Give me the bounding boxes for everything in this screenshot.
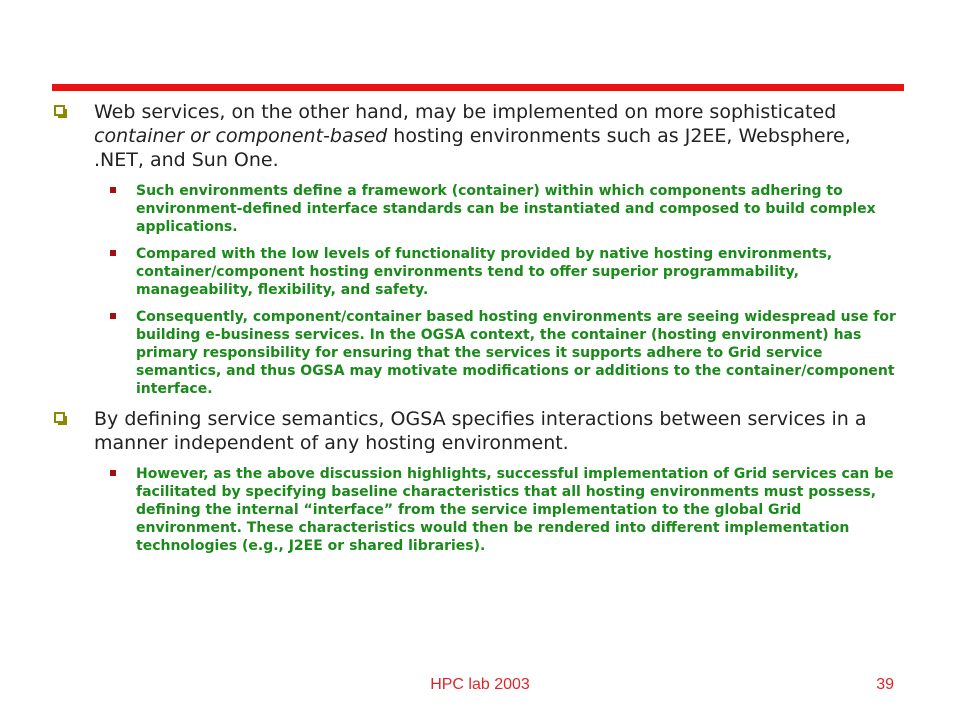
bullet-text-a: Web services, on the other hand, may be implemented on more sophisticated [94,101,837,123]
checkbox-bullet-icon [54,105,65,116]
bullet-text: By defining service semantics, OGSA specifies interactions between services in a manner independent of any hosting environment. [94,408,867,454]
bullet-web-services [52,100,904,172]
sub-bullet-text: However, as the above discussion highlights, successful implementation of Grid services can be facilitated by specifying baseline characteristics that all hosting environments must possess, defining the internal “interface” from the service implementation to the global Grid environment. These characteristics would then be rendered into different implementation technologies (e.g., J2EE or shared libraries). [136,466,894,554]
square-bullet-icon [110,250,116,256]
slide-body [52,100,904,564]
checkbox-bullet-icon [54,412,65,423]
sub-bullet-text: Such environments define a framework (container) within which components adhering to environment-defined interface standards can be instantiated and composed to build complex applications. [136,183,876,235]
sub-bullet-functionality [52,245,904,299]
sub-bullet-however [52,465,904,555]
sub-bullet-consequently [52,308,904,398]
square-bullet-icon [110,470,116,476]
sub-bullet-text: Compared with the low levels of functionality provided by native hosting environments, container/component hosting environments tend to offer superior programmability, manageability, flexibility, and safety. [136,246,833,298]
sub-bullet-frameworks [52,182,904,236]
page-number: 39 [876,676,894,693]
footer-lab-label: HPC lab 2003 [430,676,530,693]
bullet-text-b: hosting environments such as J2EE, Websphere, .NET, and Sun One. [94,125,851,171]
bullet-text-emphasis: container or component-based [94,125,388,147]
square-bullet-icon [110,187,116,193]
sub-bullet-text: Consequently, component/container based hosting environments are seeing widespread use for building e-business services. In the OGSA context, the container (hosting environment) has primary responsibility for ensuring that the services it supports adhere to Grid service semantics, and thus OGSA may motivate modifications or additions to the container/component interface. [136,309,896,397]
bullet-service-semantics [52,407,904,455]
title-rule [52,84,904,91]
square-bullet-icon [110,313,116,319]
